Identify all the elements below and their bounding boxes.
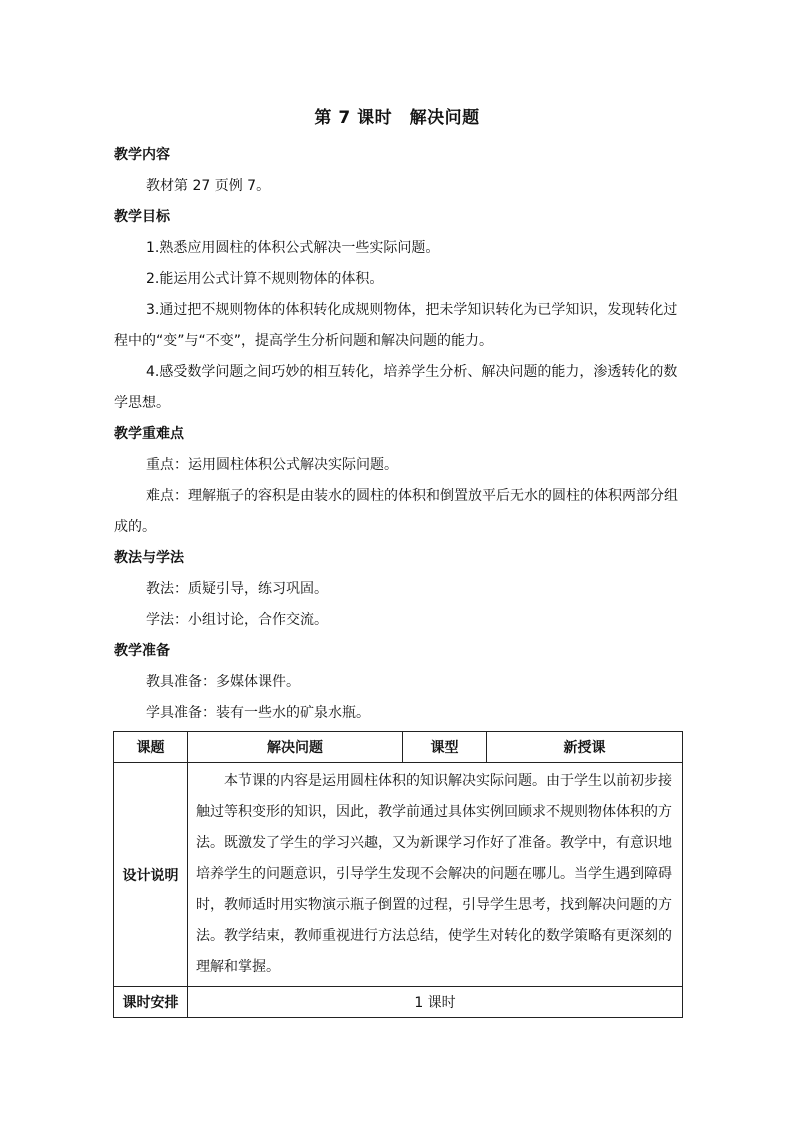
section-key-points xyxy=(114,419,680,543)
table-row xyxy=(114,763,683,987)
section-heading: 教学准备 xyxy=(114,643,170,659)
section-methods xyxy=(114,543,680,636)
info-table xyxy=(113,731,683,1018)
section-preparation xyxy=(114,636,680,729)
paragraph: 2.能运用公式计算不规则物体的体积。 xyxy=(146,271,384,287)
section-teaching-goals xyxy=(114,202,680,419)
paragraph: 4.感受数学问题之间巧妙的相互转化，培养学生分析、解决问题的能力，渗透转化的数学思想。 xyxy=(114,364,678,411)
design-label: 设计说明 xyxy=(114,763,188,987)
paragraph: 难点：理解瓶子的容积是由装水的圆柱的体积和倒置放平后无水的圆柱的体积两部分组成的。 xyxy=(114,488,678,535)
type-label: 课型 xyxy=(403,732,487,763)
section-heading: 教学重难点 xyxy=(114,426,184,442)
paragraph: 重点：运用圆柱体积公式解决实际问题。 xyxy=(146,457,398,473)
table-row xyxy=(114,732,683,763)
schedule-value: 1 课时 xyxy=(188,987,683,1018)
section-heading: 教学目标 xyxy=(114,209,170,225)
section-teaching-content xyxy=(114,140,680,202)
schedule-label: 课时安排 xyxy=(114,987,188,1018)
paragraph: 学法：小组讨论，合作交流。 xyxy=(146,612,328,628)
table-row xyxy=(114,987,683,1018)
paragraph: 教具准备：多媒体课件。 xyxy=(146,674,300,690)
design-description: 本节课的内容是运用圆柱体积的知识解决实际问题。由于学生以前初步接触过等积变形的知识，因此，教学前通过具体实例回顾求不规则物体体积的方法。既激发了学生的学习兴趣，又为新课学习作好了准备。教学中，有意识地培养学生的问题意识，引导学生发现不会解决的问题在哪儿。当学生遇到障碍时，教师适时用实物演示瓶子倒置的过程，引导学生思考，找到解决问题的方法。教学结束，教师重视进行方法总结，使学生对转化的数学策略有更深刻的理解和掌握。 xyxy=(188,763,683,987)
topic-value: 解决问题 xyxy=(188,732,403,763)
paragraph: 1.熟悉应用圆柱的体积公式解决一些实际问题。 xyxy=(146,240,440,256)
lesson-plan-body xyxy=(114,140,680,729)
lesson-info-table xyxy=(113,731,682,1018)
paragraph: 教材第 27 页例 7。 xyxy=(146,178,271,194)
section-heading: 教学内容 xyxy=(114,147,170,163)
paragraph: 教法：质疑引导，练习巩固。 xyxy=(146,581,328,597)
page-title: 第 7 课时 解决问题 xyxy=(314,108,480,128)
paragraph: 学具准备：装有一些水的矿泉水瓶。 xyxy=(146,705,370,721)
section-heading: 教法与学法 xyxy=(114,550,184,566)
topic-label: 课题 xyxy=(114,732,188,763)
paragraph: 3.通过把不规则物体的体积转化成规则物体，把未学知识转化为已学知识，发现转化过程中的“变”与“不变”，提高学生分析问题和解决问题的能力。 xyxy=(114,302,678,349)
type-value: 新授课 xyxy=(487,732,683,763)
